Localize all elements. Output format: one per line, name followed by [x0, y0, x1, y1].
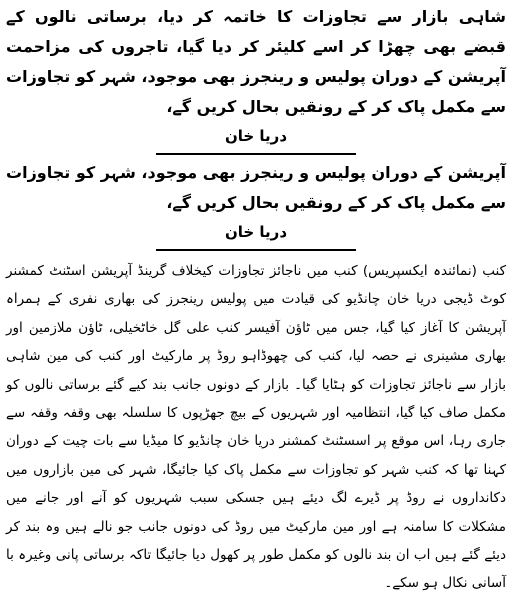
dateline-secondary: دریا خان: [224, 223, 288, 241]
dateline: دریا خان: [224, 127, 288, 145]
divider-rule-secondary: [156, 249, 356, 251]
article-body: کنب (نمائندہ ایکسپریس) کنب میں ناجائز تجاوزات کیخلاف گرینڈ آپریشن اسٹنٹ کمشنر کوٹ ڈیجی دریا خان چانڈیو کی قیادت میں پولیس رینجرز کی بھاری نفری کے ہمراہ آپریشن کا آغاز کیا گیا، جس میں ٹاؤن آفیسر کنب علی گل خاٹخیلی، ٹاؤن ملازمین اور بھاری مشینری نے حصہ لیا، کنب کی چھوڈاہو روڈ پر مارکیٹ اور کنب کی مین شاہی بازار سے ناجائز تجاوزات کو ہٹایا گیا۔ بازار کے دونوں جانب بند کیے گئے برساتی نالوں کو مکمل صاف کیا گیا، انتظامیہ اور شہریوں کے بیچ جھڑپوں کا سلسلہ بھی وقفہ وقفہ سے جاری رہا، اس موقع پر اسسٹنٹ کمشنر دریا خان چانڈیو کا میڈیا سے بات چیت کے دوران کہنا تھا کہ کنب شہر کو تجاوزات سے مکمل پاک کیا جائیگا، شہر کی مین بازاروں میں دکانداروں نے روڈ پر ڈیرے لگ دیئے ہیں جسکی سبب شہریوں کو آنے اور جانے میں مشکلات کا سامنہ ہے اور مین مارکیٹ میں روڈ کی دونوں جانب جو نالے ہیں وہ بند کر دیئے گئے ہیں اب ان بند نالوں کو مکمل طور پر کھول دیا جائیگا تاکہ برساتی پانی وغیرہ با آسانی نکال ہو سکے۔: [6, 263, 506, 592]
headline: شاہی بازار سے تجاوزات کا خاتمہ کر دیا، برساتی نالوں کے قبضے بھی چھڑا کر اسے کلیئر کر دیا گیا، تاجروں کی مزاحمت آپریشن کے دوران پولیس و رینجرز بھی موجود، شہر کو تجاوزات سے مکمل پاک کر کے رونقیں بحال کریں گے،: [6, 7, 506, 116]
divider-rule: [156, 153, 356, 155]
subheadline: آپریشن کے دوران پولیس و رینجرز بھی موجود، شہر کو تجاوزات سے مکمل پاک کر کے رونقیں بحال کریں گے،: [6, 163, 506, 212]
